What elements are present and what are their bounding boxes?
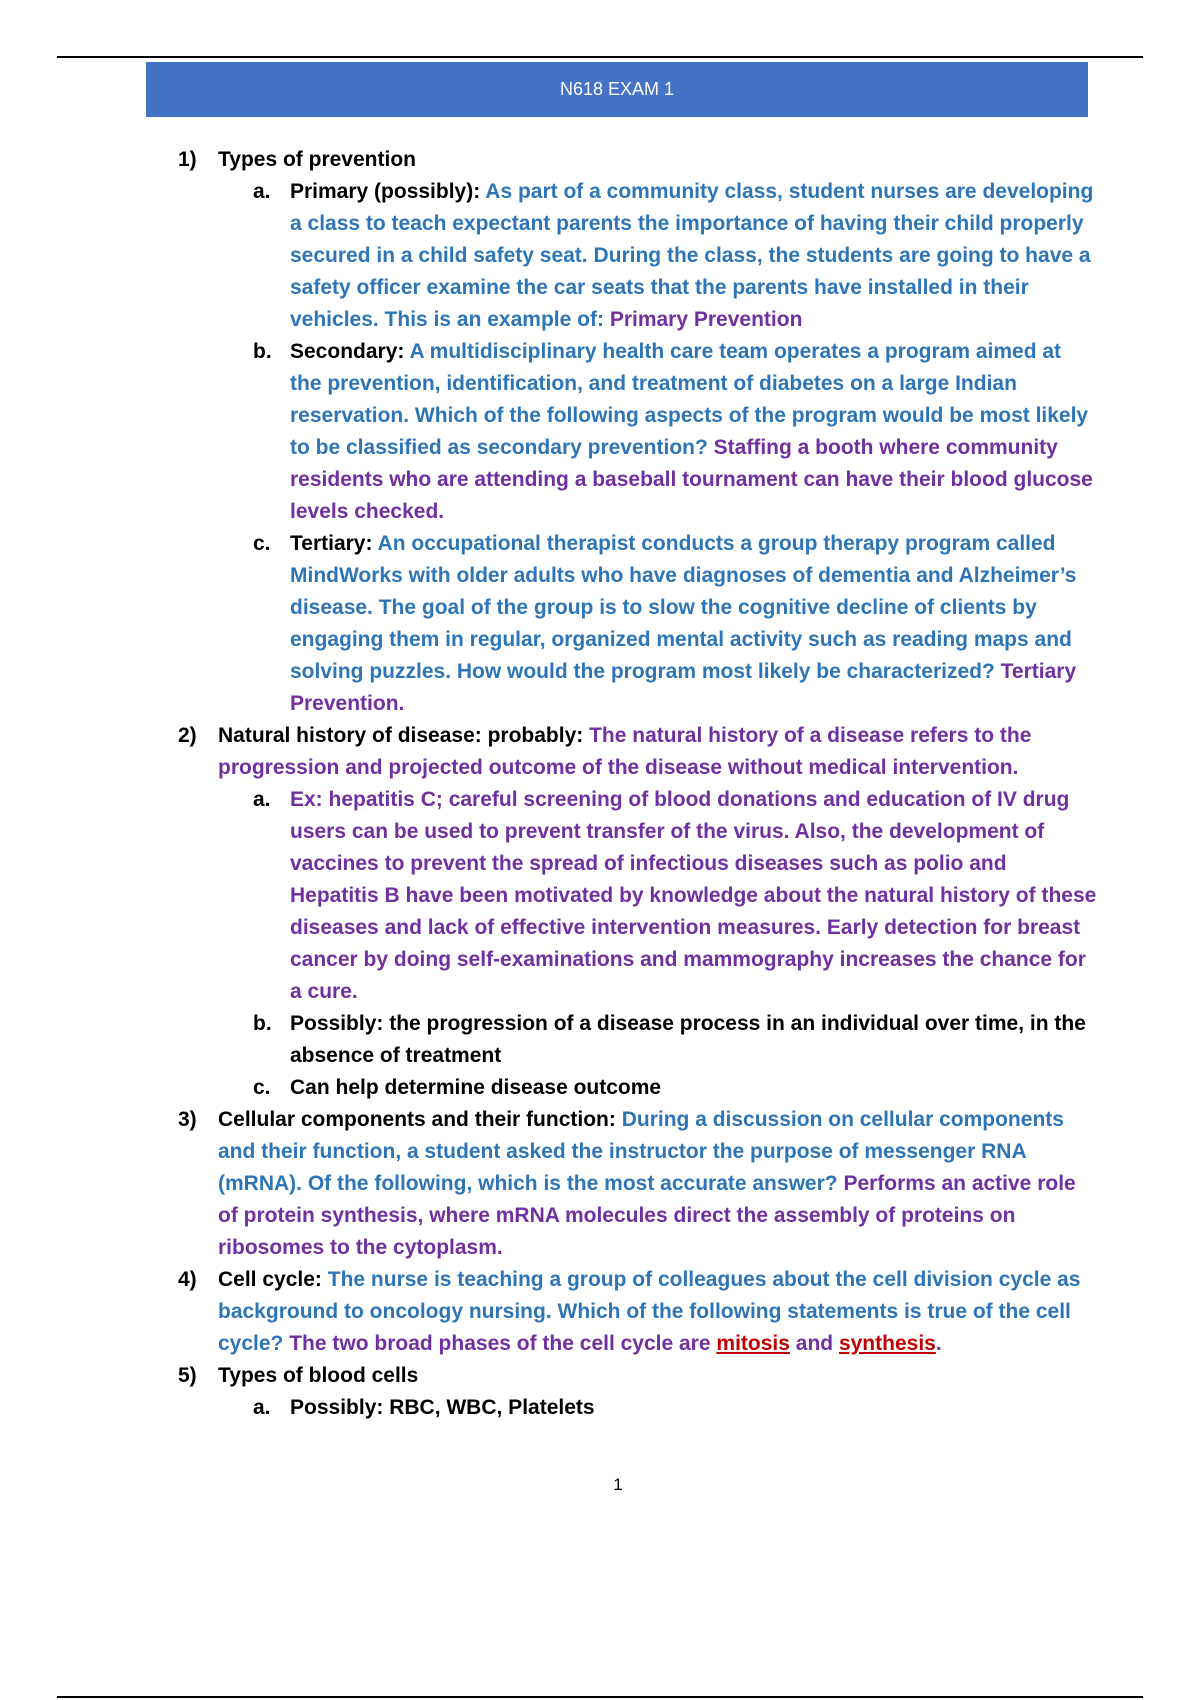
page-number: 1	[613, 1475, 623, 1494]
answer-text: Performs an active role of protein synthesis, where mRNA molecules direct the assembly of proteins on ribosomes to the cytoplasm.	[218, 1172, 1076, 1259]
top-rule	[57, 56, 1143, 58]
answer-text: Primary Prevention	[609, 308, 803, 331]
question-text: As part of a community class, student nurses are developing a class to teach expectant parents the importance of having their child properly secured in a child safety seat. During the class, the students are going to have a safety officer examine the car seats that the parents have installed in their vehicles. This is an example of:	[290, 180, 1094, 331]
sub-item-primary	[178, 176, 1098, 336]
answer-text: The natural history of a disease refers to the progression and projected outcome of the disease without medical intervention.	[218, 724, 1032, 779]
sub-item-tertiary	[178, 528, 1098, 720]
sub-item-blood-types	[178, 1392, 1098, 1424]
bottom-rule	[57, 1696, 1143, 1698]
sub-letter: c.	[253, 1076, 271, 1099]
sub-letter: a.	[253, 180, 271, 203]
list-item-prevention	[178, 144, 1098, 176]
item-title: Types of blood cells	[218, 1364, 419, 1387]
sub-item-outcome	[178, 1072, 1098, 1104]
item-number: 3)	[178, 1108, 197, 1131]
header-banner	[146, 62, 1088, 117]
sub-item-example	[178, 784, 1098, 1008]
document-title: N618 EXAM 1	[559, 79, 675, 99]
list-item-blood-cells	[178, 1360, 1098, 1392]
question-text: An occupational therapist conducts a group therapy program called MindWorks with older adults who have diagnoses of dementia and Alzheimer’s disease. The goal of the group is to slow the cognitive decline of clients by engaging them in regular, organized mental activity such as reading maps and solving puzzles. How would the program most likely be characterized?	[290, 532, 1077, 683]
answer-text: Staffing a booth where community residents who are attending a baseball tournament can have their blood glucose levels checked.	[290, 436, 1093, 523]
question-text: A multidisciplinary health care team operates a program aimed at the prevention, identification, and treatment of diabetes on a large Indian reservation. Which of the following aspects of the program would be most likely to be classified as secondary prevention?	[290, 340, 1089, 459]
conjunction-text: and	[795, 1332, 834, 1355]
question-text: During a discussion on cellular components and their function, a student asked the instructor the purpose of messenger RNA (mRNA). Of the following, which is the most accurate answer?	[218, 1108, 1064, 1195]
item-number: 2)	[178, 724, 197, 747]
answer-text: Ex: hepatitis C; careful screening of blood donations and education of IV drug users can be used to prevent transfer of the virus. Also, the development of vaccines to prevent the spread of infectious diseases such as polio and Hepatitis B have been motivated by knowledge about the natural history of these diseases and lack of effective intervention measures. Early detection for breast cancer by doing self-examinations and mammography increases the chance for a cure.	[290, 788, 1097, 1003]
answer-text: Tertiary Prevention.	[290, 660, 1077, 715]
list-item-cell-cycle	[178, 1264, 1098, 1360]
sub-label: Primary (possibly):	[290, 180, 481, 203]
item-title: Natural history of disease: probably:	[218, 724, 584, 747]
answer-period: .	[935, 1332, 942, 1355]
sub-label: Secondary:	[290, 340, 405, 363]
sub-letter: a.	[253, 788, 271, 811]
highlight-term: synthesis	[838, 1332, 936, 1355]
sub-letter: c.	[253, 532, 271, 555]
sub-letter: b.	[253, 1012, 272, 1035]
item-title: Cellular components and their function:	[218, 1108, 616, 1131]
sub-text: Possibly: the progression of a disease process in an individual over time, in the absence of treatment	[290, 1012, 1086, 1067]
highlight-term: mitosis	[716, 1332, 790, 1355]
sub-item-secondary	[178, 336, 1098, 528]
item-title: Types of prevention	[218, 148, 416, 171]
sub-text: Possibly: RBC, WBC, Platelets	[290, 1396, 595, 1419]
item-number: 5)	[178, 1364, 197, 1387]
item-number: 1)	[178, 148, 197, 171]
sub-item-definition	[178, 1008, 1098, 1072]
item-number: 4)	[178, 1268, 197, 1291]
sub-label: Tertiary:	[290, 532, 373, 555]
item-title: Cell cycle:	[218, 1268, 322, 1291]
sub-letter: a.	[253, 1396, 271, 1419]
list-item-cellular-components	[178, 1104, 1098, 1264]
answer-conjunction	[790, 1332, 839, 1355]
sub-letter: b.	[253, 340, 272, 363]
answer-text: The two broad phases of the cell cycle are	[289, 1332, 711, 1355]
document-body	[178, 144, 1098, 1424]
question-text: The nurse is teaching a group of colleagues about the cell division cycle as background to oncology nursing. Which of the following statements is true of the cell cycle?	[218, 1268, 1081, 1355]
list-item-natural-history	[178, 720, 1098, 784]
sub-text: Can help determine disease outcome	[290, 1076, 662, 1099]
